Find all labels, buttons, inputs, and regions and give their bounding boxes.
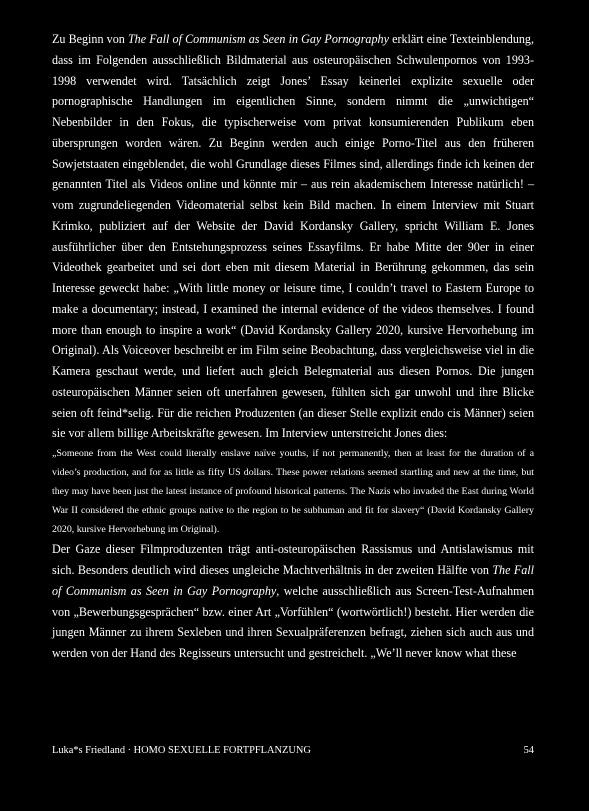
paragraph-2-text-b: , welche ausschließlich aus Screen-Test-Aufnahmen von „Bewerbungsgesprächen“ bzw. einer Art „Vorfühlen“ (wortwörtlich!) besteht. Hier werden die jungen Männer zu ihrem Sexleben und ihren Sexualpräferenzen befragt, ziehen sich auch aus und werden von der Hand des Regisseurs untersucht und gestreichelt. „We’ll never know what these <box>52 583 534 661</box>
running-head: Luka*s Friedland · HOMO SEXUELLE FORTPFLANZUNG <box>52 745 311 756</box>
paragraph-2-text-a: Der Gaze dieser Filmproduzenten trägt anti-osteuropäischen Rassismus und Antislawismus mit sich. Besonders deutlich wird dieses ungleiche Machtverhältnis in der zweiten Hälfte von <box>52 542 534 578</box>
film-title: The Fall of Communism as Seen in Gay Pornography <box>52 563 534 598</box>
paragraph-2 <box>52 539 534 664</box>
paragraph-1 <box>52 29 534 444</box>
paragraph-1-text-b: erklärt eine Texteinblendung, dass im Folgenden ausschließlich Bildmaterial aus osteuropäischen Schwulenpornos von 1993-1998 verwendet wird. Tatsächlich zeigt Jones’ Essay keinerlei explizite sexuelle oder pornographische Handlungen im eigentlichen Sinne, sondern nimmt die „unwichtigen“ Nebenbilder in den Fokus, die typischerweise vom privat konsumierenden Publikum eben übersprungen worden wären. Zu Beginn werden auch einige Porno-Titel aus den früheren Sowjetstaaten eingeblendet, die wohl Grundlage dieses Filmes sind, allerdings finde ich keinen der genannten Titel als Videos online und könnte mir – aus rein akademischem Interesse natürlich! – vom zugrundeliegenden Videomaterial selbst kein Bild machen. In einem Interview mit Stuart Krimko, publiziert auf der Website der David Kordansky Gallery, spricht William E. Jones ausführlicher über den Entstehungsprozess seines Essayfilms. Er habe Mitte der 90er in einer Videothek gearbeitet und sei dort eben mit diesem Material in Berührung gekommen, das sein Interesse geweckt habe: „With little money or leisure time, I couldn’t travel to Eastern Europe to make a documentary; instead, I examined the internal evidence of the videos themselves. I found more than enough to inspire a work“ (David Kordansky Gallery 2020, kursive Hervorhebung im Original). Als Voiceover beschreibt er im Film seine Beobachtung, dass vergleichsweise viel in die Kamera geschaut werde, und liefert auch gleich Belegmaterial aus diesen Pornos. Die jungen osteuropäischen Männer seien oft unerfahren gewesen, fühlten sich gar unwohl und ihre Blicke seien oft feind*selig. Für die reichen Produzenten (an dieser Stelle explizit endo cis Männer) seien sie vor allem billige Arbeitskräfte gewesen. Im Interview unterstreicht Jones dies: <box>52 32 534 441</box>
block-quote: „Someone from the West could literally enslave naïve youths, if not permanently, then at least for the duration of a video’s production, and for as little as fifty US dollars. These power relations seemed startling and new at the time, but they may have been just the latest instance of profound historical patterns. The Nazis who invaded the East during World War II considered the ethnic groups native to the region to be subhuman and fit for slavery“ (David Kordansky Gallery 2020, kursive Hervorhebung im Original). <box>52 448 534 536</box>
paragraph-1-text-a: Zu Beginn von <box>52 32 128 46</box>
body-text <box>52 29 534 664</box>
page-number: 54 <box>523 745 534 756</box>
film-title: The Fall of Communism as Seen in Gay Pornography <box>127 32 389 46</box>
page-footer <box>52 745 534 756</box>
